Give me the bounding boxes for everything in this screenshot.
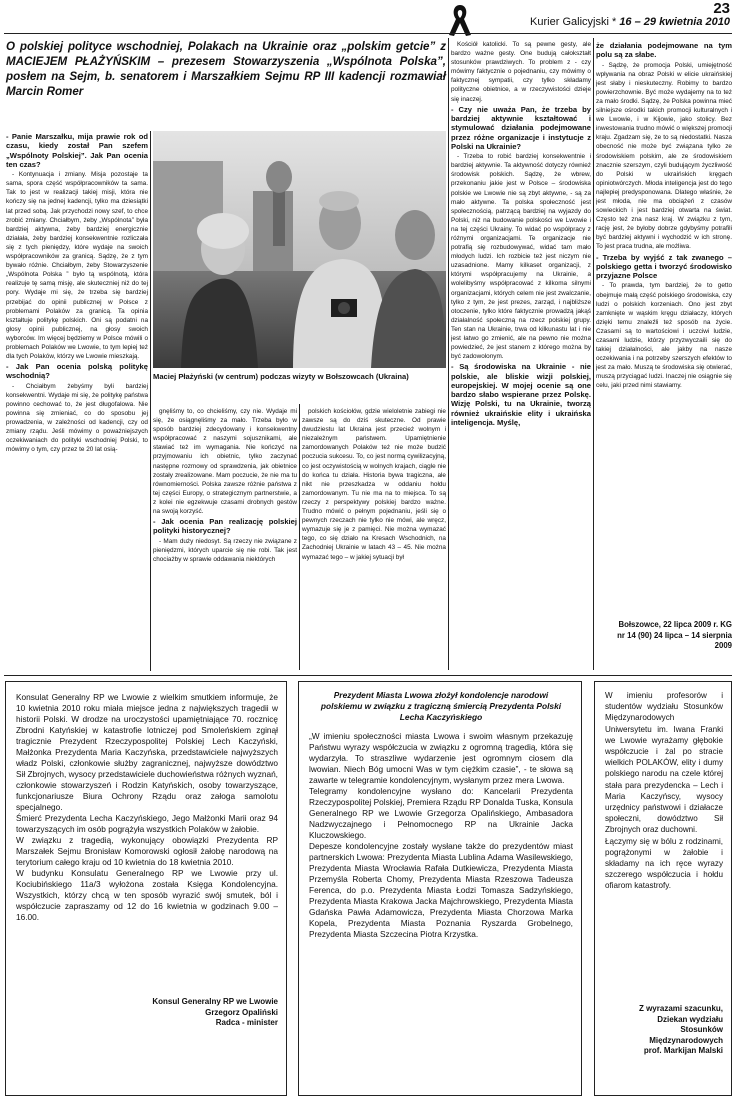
- consulate-signature: [16, 997, 278, 1029]
- university-signature: [605, 1004, 723, 1057]
- answer-2-cont: gnęliśmy to, co chcieliśmy, czy nie. Wydaje mi się, że osiągnęliśmy za mało. Trzeba było w sposób bardziej zdecydowany i konsekwentny współpracować z naszymi sojusznikami, ale stawiać też im wymagania. Nie kończyć na przyjmowaniu ich obietnic, tylko zaczynać następne rozmowy od sprawdzenia, jak obietnice zostały zrealizowane. Mam poczucie, że nie ma tu równomierności. Polska zawsze różnie państwa z tej części Europy, o strategicznym partnerstwie, a z kolei nie egzekwuje czasami drobnych gestów na swoją korzyść.: [153, 408, 297, 516]
- answer-4: - Trzeba to robić bardziej konsekwentnie i bardziej aktywnie. Ta aktywność dotyczy również środowisk polskich. Sądzę, że wbrew, przekonaniu jakie jest w Polsce – środowiska polskie we Lwowie nie są zbyt aktywne, - są za mało aktywne. Ta polska społeczność jest społecznością, patrzącą bardziej na wyjazdy do Polski, niż na budowanie polskości we Lwowie i na tej części Ukrainy. To widać po współpracy z różnymi organizacjami. Te organizacje nie potrafią się rozbudowywać, widać tam mało młodych ludzi. Ich rozbicie też jest niczym nie uzasadnione. Mamy kilkaset organizacji, z którymi współpracujemy na Ukrainie, a wolelibyśmy współpracować z kilkoma silnymi organizacjami, których celem nie jest zwalczanie, tylko z tym, że jest prezes, zarząd, i najbliższe otoczenie, tylko które faktycznie prowadzą jakąś działalność społeczną na rzecz polskiej grupy. Ten stan na Ukrainie, trwa od kilkunastu lat i nie jest łatwo go zmienić, ale na pewno nie można powiedzieć, że jest stanem z którego można by być zadowolonym.: [451, 153, 591, 361]
- interview-column-2: [153, 407, 297, 667]
- consulate-notice-box: [5, 681, 287, 1096]
- paper-name: Kurier Galicyjski: [530, 16, 609, 28]
- signature-line: Dziekan wydziału: [657, 1014, 723, 1024]
- column-rule: [299, 404, 300, 670]
- mayor-paragraph: „W imieniu społeczności miasta Lwowa i swoim własnym przekazuję Państwu wyrazy współczucia w związku z ogromną tragedią, która się wydarzyła. To straszliwe wydarzenie jest ogromnym ciosem dla lwowian. Niech Bóg umocni Was w tym ciężkim czasie”, - te słowa są zawarte w telegramie kondolencyjnym, wysłanym przez mera Lwowa.: [309, 731, 573, 785]
- header-rule: [4, 33, 732, 34]
- answer-5: - Sądzę, że promocja Polski, umiejętność wpływania na obraz Polski w elicie ukraińskiej jest słaby i nieskuteczny. Robimy to bardzo powierzchownie. Być może wydajemy na to też za mało środki. Sądzę, że Polska powinna mieć silniejsze ośrodki takich promocji kulturalnych i we Lwowie, i w Kijowie, jako stolicy. Bez inwestowania trudno mówić o większej promocji kraju. Zgadzam się, że to są niedostatki. Nasza obecność nie może być związana tylko ze środowiskiem polskim, ale ze środowiskiem znacznie szerszym, czyli budującym życzliwość do Polski w ukraińskich kręgach opiniotwórczych. Młoda inteligencja jest do tego najlepiej predysponowana. Dlatego właśnie, że jest młoda, nie ma obciążeń z czasów sowieckich i jest bardziej otwarta na świat. Często też zna nasz kraj. W związku z tym, rację jest, że byłoby dobrze gdybyśmy potrafili być bardziej aktywni i wychodzić w ich stronę. To jest praca trudna, ale możliwa.: [596, 61, 732, 251]
- signature-line: Międzynarodowych: [649, 1035, 723, 1045]
- column-rule: [150, 131, 151, 671]
- answer-3: - Mam duży niedosyt. Są rzeczy nie związane z pieniędzmi, których uparcie się nie robi. Tak jest chociażby w sprawie oddawania niektórych: [153, 537, 297, 563]
- question-5: - Są środowiska na Ukrainie - nie polskie, ale bliskie wizji polskiej, europejskiej. W mojej ocenie są one bardzo słabo wspierane przez Polskę. Wizję Polski, tu na Ukrainie, tworzą również ukraińskie elity i ukraińska inteligencja. Myślę,: [451, 362, 591, 428]
- masthead: [480, 16, 730, 28]
- headline: O polskiej polityce wschodniej, Polakach na Ukrainie oraz „polskim getcie” z MACIEJEM PŁAŻYŃSKIM – prezesem Stowarzyszenia „Wspólnota Polska”, posłem na Sejm, b. senatorem i Marszałkiem Sejmu RP III kadencji rozmawiał Marcin Romer: [6, 40, 446, 98]
- consulate-paragraph: Śmierć Prezydenta Lecha Kaczyńskiego, Jego Małżonki Marii oraz 94 towarzyszących im osób pogrążyła wszystkich Polaków w żałobie.: [16, 813, 278, 834]
- mayor-paragraph: Telegramy kondolencyjne wysłano do: Kancelarii Prezydenta Rzeczypospolitej Polskiej, Premiera Rządu RP Donalda Tuska, Konsula Generalnego RP we Lwowie Grzegorza Opalińskiego, Ambasadora Nadzwyczajnego i Pełnomocnego RP na Ukrainie Jacka Kluczowskiego.: [309, 786, 573, 840]
- signature-line: Radca - minister: [215, 1018, 278, 1027]
- photo-caption: Maciej Płażyński (w centrum) podczas wizyty w Bołszowcach (Ukraina): [153, 372, 409, 381]
- interview-column-3: [302, 407, 446, 667]
- header-separator: *: [611, 16, 617, 28]
- university-paragraph: Łączymy się w bólu z rodzinami, pogrążonymi w żałobie i składamy na ich ręce wyrazy szczerego współczucia i hołdu ofiarom katastrofy.: [605, 836, 723, 891]
- university-text: [605, 690, 723, 996]
- signature-line: Z wyrazami szacunku,: [638, 1004, 723, 1013]
- mayor-text: [309, 731, 573, 1071]
- question-4: - Czy nie uważa Pan, że trzeba by bardziej aktywnie kształtować i stymulować działania podejmowane przez różne organizacje i instytucje z Polski na Ukrainie?: [451, 104, 591, 151]
- mayor-title: Prezydent Miasta Lwowa złożył kondolencje narodowi polskiemu w związku z tragiczną śmiercią Prezydenta Polski Lecha Kaczyńskiego: [320, 690, 562, 722]
- dateline: Bołszowce, 22 lipca 2009 r. KG nr 14 (90) 24 lipca – 14 sierpnia 2009: [617, 620, 732, 650]
- question-5-cont: że działania podejmowane na tym polu są za słabe.: [596, 41, 732, 60]
- page-number: 23: [713, 0, 730, 17]
- answer-3-end: Kościół katolicki. To są pewne gesty, ale bardzo ważne gesty. One budują całokształt stosunków prawdziwych. To problem z - czy mówimy faktycznie o pojednaniu, czy mówimy o faktycznej sympatii, czy tylko składamy polityczne obietnice, a w rzeczywistości dzieje się inaczej.: [451, 41, 591, 103]
- answer-2: - Chciałbym żebyśmy byli bardziej konsekwentni. Wydaje mi się, że politykę państwa powinno cechować to, że jest długofalowa. Nie powinna się zmieniać, co do sposobu jej prowadzenia, w zależności od kadencji, czy od zmiany rządu. Jeśli mówimy o poważniejszych oczekiwaniach do polityki wschodniej Polski, to mówimy o tym, czy przez te 20 lat osią-: [6, 382, 148, 454]
- interview-column-5: [596, 40, 732, 610]
- photo: [153, 131, 446, 368]
- interview-column-4: [451, 40, 591, 668]
- answer-1: - Kontynuacja i zmiany. Misja pozostaje ta sama, spora część współpracowników ta sama. Tak to jest w realizacji takiej misji, która nie kończy się na jednej kadencji, tylko ma dziesiątki lat przed sobą. Jak przychodzi nowy szef, to chce zrobić zmiany. Chciałbym, żeby „Wspólnota” była bardziej aktywna, żeby bardziej energicznie działała, żeby bardziej konsekwentnie rozliczała się z tych pieniędzy, które wydaje na swoich współpracowników za granicą. Sądzę, że z tym bywało różnie. Chciałbym, żeby Stowarzyszenie „Wspólnota Polska ” było tą wspólnotą, która realizuje tę samą misję, ale skuteczniej niż do tej pory. Wydaje mi się, że trzeba się bardziej przebijać do opinii publicznej w Polsce z problemami Polaków za granicą. Ta opinia kształtuje politykę polskich. Oni są podatni na głosy opinii publicznej, na głosy swoich wyborców. Im więcej będziemy w Polsce mówili o problemach Polaków we Lwowie, to tym lepiej też dla tych Polaków, którzy we Lwowie mieszkają.: [6, 171, 148, 361]
- consulate-paragraph: Konsulat Generalny RP we Lwowie z wielkim smutkiem informuje, że 10 kwietnia 2010 roku miała miejsce jedna z największych tragedii w historii Polski. W drodze na uroczystości upamiętniające 70. rocznicę Zbrodni Katyńskiej w katastrofie lotniczej pod Smoleńskiem zginął tragicznie Prezydent Rzeczypospolitej Polskiej Lech Kaczyński, Małżonka Prezydenta Maria Kaczyńska, przedstawiciele najwyższych władz Polski, członkowie służby zagranicznej, najwyższe dowództwo Sił Zbrojnych, wysocy przedstawiciele duchowieństwa różnych wyznań, członkowie stowarzyszeń i Rodzin Katyńskich, osoby towarzyszące, funkcjonariusze Biura Ochrony Rządu oraz załoga samolotu specjalnego.: [16, 692, 278, 812]
- column-rule: [448, 38, 449, 670]
- university-paragraph: W imieniu profesorów i studentów wydziału Stosunków Międzynarodowych Uniwersytetu im. Iwana Franki we Lwowie wyrażamy głębokie współczucie i żal po stracie wielkich POLAKÓW, elity i dumy polskiego narodu na czele której stała para prezydencka – Lech i Maria Kaczyńscy, wysocy urzędnicy państwowi i działacze społeczni, dowództwo Sił Zbrojnych oraz duchowni.: [605, 691, 723, 835]
- question-3: - Jak ocenia Pan realizację polskiej polityki historycznej?: [153, 517, 297, 536]
- consulate-text: [16, 692, 278, 987]
- answer-3-cont: polskich kościołów, gdzie wieloletnie zabiegi nie zawsze są do dziś skuteczne. Od prawie dwudziestu lat Ukraina jest przecież wolnym i niezależnym państwem. Upamiętnienie zamordowanych Polaków też nie może budzić poczucia sukcesu. To, co jest normą cywilizacyjną, co jest oczywistością w wolnych krajach, ciągle nie do końca tu działa. Historia bywa tragiczna, ale nikt nie przeszkadza w oddaniu hołdu zamordowanym. Tu nie ma na to miejsca. To są rzeczy z perspektywy polskiej bardzo ważne. Trudno mówić o pełnym pojednaniu, jeśli się o pewnych rzeczach nie tylko nie mówi, ale wręcz, wymazuje się je z pamięci. Nie można wymazać tego, co się działo na Kresach Wschodnich, na Zachodniej Ukrainie w latach 43 – 45. Nie można wymazać tego – w jakiej sytuacji był: [302, 408, 446, 561]
- section-rule: [4, 675, 732, 676]
- mayor-condolences-box: [298, 681, 582, 1096]
- mayor-paragraph: Depesze kondolencyjne zostały wysłane także do prezydentów miast partnerskich Lwowa: Prezydenta Miasta Lublina Adama Wasilewskiego, Prezydenta Miasta Wrocławia Rafała Dutkiewicza, Prezydenta Miasta Przemyśla Roberta Chomy, Prezydenta Miasta Rzeszowa Tadeusza Ferenca, do p.o. Prezydenta Miasta Łodzi Tomasza Sadzyńskiego, Prezydenta Miasta Krakowa Jacka Majchrowskiego, Prezydenta Miasta Gdańska Pawła Adamowicza, Prezydenta Miasta Chorzowa Marka Kopela, Prezydenta Miasta Poznania Ryszarda Grobelnego, Prezydenta Miasta Szczecina Piotra Krzystka.: [309, 841, 573, 939]
- answer-6: - To prawda, tym bardziej, że to getto obejmuje małą część polskiego środowiska, czy ludzi o polskich korzeniach. Ono jest zbyt zamknięte w wąskim kręgu działaczy, których dzięki temu znaleźli też sposób na życie. Czasami są to wartościowi i uczciwi ludzie, czasami ludzie, którzy przyzwyczaili się do takiej działalności, ale jakby na nasze oczekiwania i na potrzeby szerszych efektów to jest za mało. Muszą te środowiska się otwierać, muszą przyciągać ludzi. Inaczej nie osiągnie się celu, jaki przed nimi stawiamy.: [596, 282, 732, 390]
- question-1: - Panie Marszałku, mija prawie rok od czasu, kiedy został Pan szefem „Wspólnoty Polskiej”. Jak Pan ocenia ten czas?: [6, 132, 148, 169]
- column-rule: [593, 38, 594, 670]
- issue-date: 16 – 29 kwietnia 2010: [619, 16, 730, 28]
- consulate-paragraph: W związku z tragedią, wykonujący obowiązki Prezydenta RP Marszałek Sejmu Bronisław Komorowski ogłosił żałobę narodową na terytorium całego kraju od 10 kwietnia do 18 kwietnia 2010.: [16, 835, 278, 867]
- question-2: - Jak Pan ocenia polską politykę wschodnią?: [6, 362, 148, 381]
- signature-line: prof. Markijan Malski: [643, 1046, 723, 1055]
- signature-line: Stosunków: [680, 1025, 723, 1034]
- question-6: - Trzeba by wyjść z tak zwanego – polskiego getta i tworzyć środowisko przyjazne Polsce: [596, 252, 732, 281]
- signature-line: Grzegorz Opaliński: [205, 1007, 278, 1017]
- consulate-paragraph: W budynku Konsulatu Generalnego RP we Lwowie przy ul. Kociubińskiego 11a/3 wyłożona została Księga Kondolencyjna. Wszystkich, którzy chcą w ten sposób wyrazić swój smutek, ból i współczucie zapraszamy od 12 do 16 kwietnia w godzinach 9.00 – 16.00.: [16, 868, 278, 922]
- university-condolences-box: [594, 681, 732, 1096]
- signature-line: Konsul Generalny RP we Lwowie: [152, 997, 278, 1006]
